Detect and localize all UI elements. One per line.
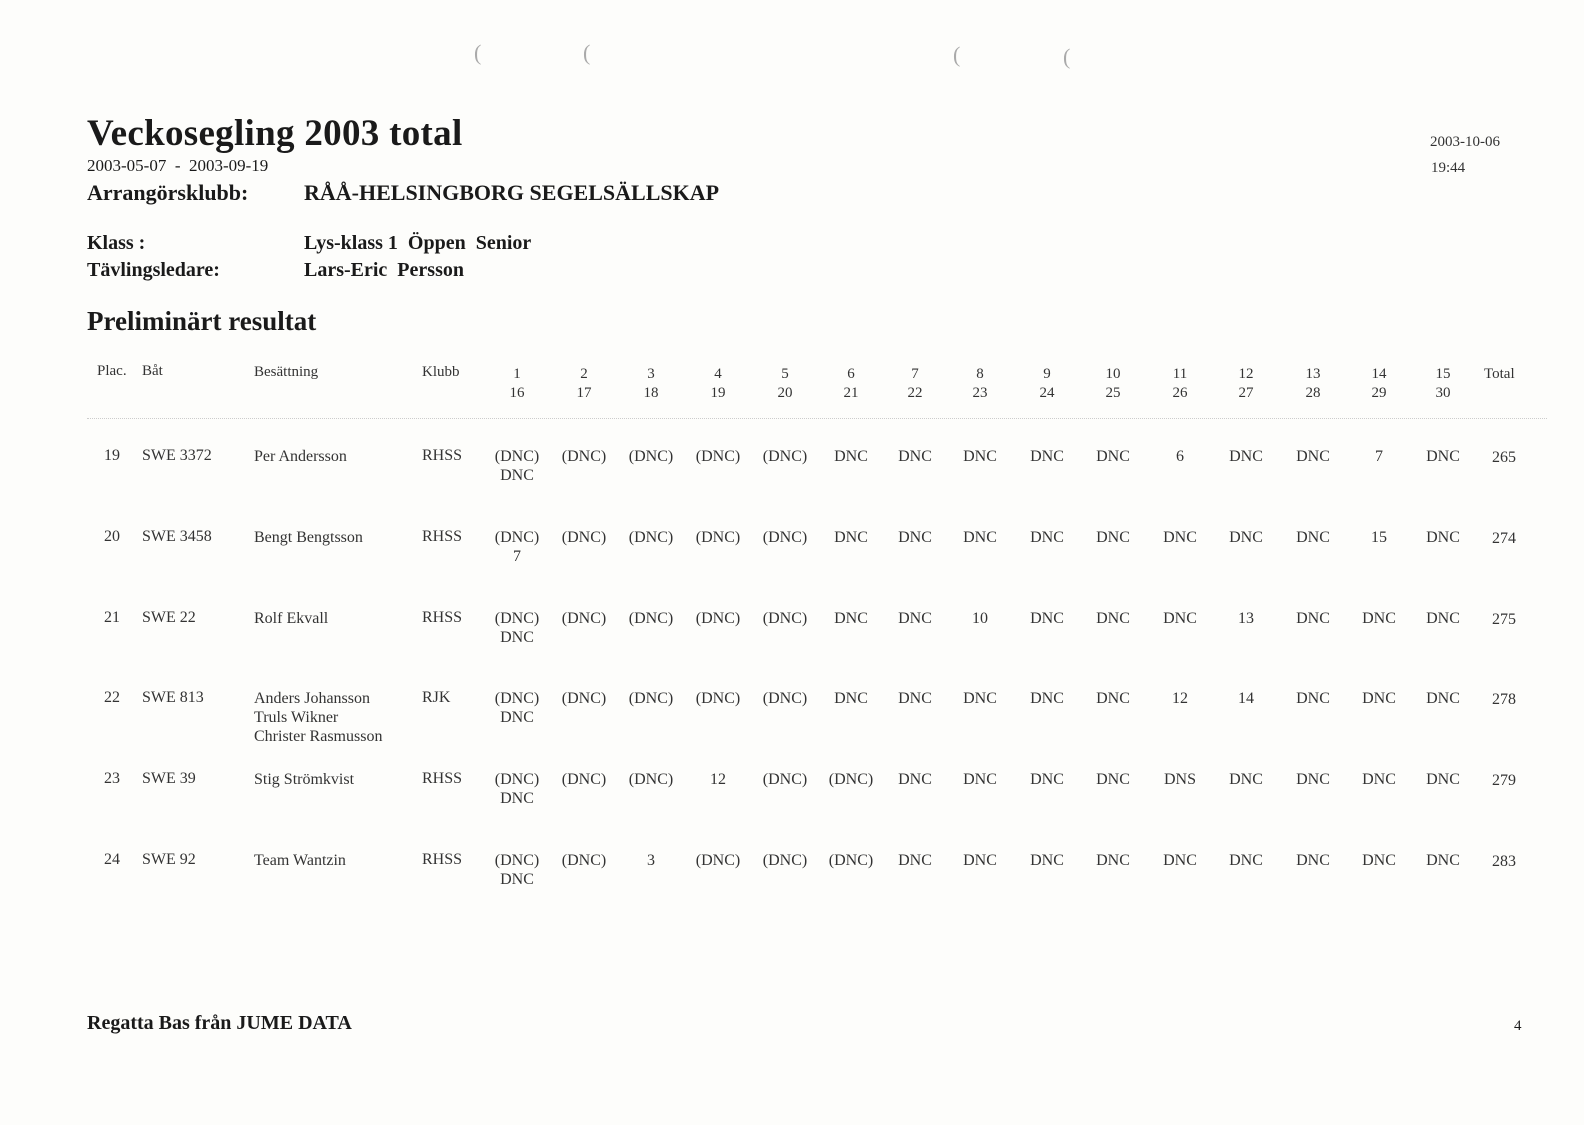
header-race-24: 24 [1039,385,1055,401]
header-race-10: 10 [1105,366,1121,382]
race-result-6: DNC [834,448,868,465]
header-race-6: 6 [847,366,855,382]
header-race-27: 27 [1238,385,1254,401]
header-race-28: 28 [1305,385,1321,401]
header-race-18: 18 [643,385,659,401]
race-result-12: DNC [1229,852,1263,869]
race-result-2: (DNC) [561,448,607,465]
row-crew [254,609,328,628]
row-crew [254,689,382,746]
race-result-16: 7 [513,548,521,565]
race-result-13: DNC [1296,771,1330,788]
race-result-7: DNC [898,852,932,869]
race-result-13: DNC [1296,852,1330,869]
row-club: RJK [422,689,451,706]
race-result-2: (DNC) [561,771,607,788]
race-result-12: DNC [1229,529,1263,546]
race-result-7: DNC [898,448,932,465]
race-result-5: (DNC) [762,529,808,546]
race-result-16: DNC [500,629,534,646]
race-result-2: (DNC) [561,529,607,546]
header-race-26: 26 [1172,385,1188,401]
race-result-14: DNC [1362,771,1396,788]
header-race-3: 3 [647,366,655,382]
race-result-7: DNC [898,610,932,627]
race-result-5: (DNC) [762,852,808,869]
race-result-7: DNC [898,690,932,707]
leader-label: Tävlingsledare: [87,259,220,281]
race-result-4: (DNC) [695,690,741,707]
race-result-8: 10 [972,610,988,627]
race-result-6: DNC [834,529,868,546]
race-result-3: (DNC) [628,529,674,546]
row-placement: 19 [104,447,120,464]
race-result-15: DNC [1426,852,1460,869]
race-result-13: DNC [1296,690,1330,707]
header-race-5: 5 [781,366,789,382]
race-result-9: DNC [1030,448,1064,465]
race-result-9: DNC [1030,690,1064,707]
race-result-4: (DNC) [695,852,741,869]
header-total: Total [1484,366,1515,382]
row-total: 275 [1492,611,1516,628]
print-date: 2003-10-06 [1430,134,1500,150]
crew-member: Bengt Bengtsson [254,529,363,546]
row-club: RHSS [422,447,463,464]
header-race-19: 19 [710,385,726,401]
row-placement: 23 [104,770,120,787]
row-crew [254,770,354,789]
race-result-15: DNC [1426,448,1460,465]
race-result-5: (DNC) [762,690,808,707]
race-result-5: (DNC) [762,771,808,788]
header-race-7: 7 [911,366,919,382]
race-result-11: 6 [1176,448,1184,465]
header-race-12: 12 [1238,366,1254,382]
header-race-30: 30 [1435,385,1451,401]
race-result-8: DNC [963,852,997,869]
header-race-4: 4 [714,366,722,382]
header-crew: Besättning [254,364,319,380]
header-plac: Plac. [97,363,127,379]
race-result-8: DNC [963,448,997,465]
race-result-14: 15 [1371,529,1387,546]
row-crew [254,447,347,466]
crew-member: Team Wantzin [254,852,346,869]
race-result-12: DNC [1229,448,1263,465]
race-result-2: (DNC) [561,852,607,869]
header-race-23: 23 [972,385,988,401]
row-club: RHSS [422,851,463,868]
footer-software: Regatta Bas från JUME DATA [87,1012,352,1034]
race-result-11: DNS [1163,771,1197,788]
race-result-12: DNC [1229,771,1263,788]
header-race-2: 2 [580,366,588,382]
race-result-7: DNC [898,771,932,788]
race-result-13: DNC [1296,448,1330,465]
row-placement: 20 [104,528,120,545]
race-result-10: DNC [1096,690,1130,707]
race-result-2: (DNC) [561,690,607,707]
race-result-4: (DNC) [695,529,741,546]
race-result-1: (DNC) [494,690,540,707]
race-result-11: 12 [1172,690,1188,707]
race-result-11: DNC [1163,529,1197,546]
print-time: 19:44 [1431,160,1466,176]
class-label: Klass : [87,232,146,254]
section-title: Preliminärt resultat [87,306,317,336]
header-race-21: 21 [843,385,859,401]
race-result-9: DNC [1030,852,1064,869]
race-result-2: (DNC) [561,610,607,627]
row-placement: 22 [104,689,120,706]
race-result-16: DNC [500,871,534,888]
race-result-3: (DNC) [628,771,674,788]
race-result-10: DNC [1096,448,1130,465]
race-result-6: (DNC) [828,771,874,788]
race-result-15: DNC [1426,529,1460,546]
race-result-8: DNC [963,771,997,788]
race-result-9: DNC [1030,610,1064,627]
header-boat: Båt [142,363,163,379]
row-crew [254,851,346,870]
crew-member: Christer Rasmusson [254,728,383,745]
race-result-9: DNC [1030,529,1064,546]
header-race-15: 15 [1435,366,1451,382]
race-result-4: (DNC) [695,448,741,465]
race-result-12: 13 [1238,610,1254,627]
race-result-3: 3 [647,852,655,869]
row-total: 279 [1492,772,1516,789]
date-range: 2003-05-07 - 2003-09-19 [87,156,269,175]
race-result-3: (DNC) [628,610,674,627]
race-result-9: DNC [1030,771,1064,788]
scan-mark: ( [583,40,591,65]
header-race-8: 8 [976,366,984,382]
race-result-1: (DNC) [494,771,540,788]
crew-member: Truls Wikner [254,709,339,726]
race-result-8: DNC [963,690,997,707]
race-result-10: DNC [1096,529,1130,546]
race-result-1: (DNC) [494,529,540,546]
club-value: RÅÅ-HELSINGBORG SEGELSÄLLSKAP [304,180,720,205]
header-race-20: 20 [777,385,793,401]
header-race-29: 29 [1371,385,1387,401]
row-boat: SWE 3372 [142,447,212,464]
row-total: 274 [1492,530,1516,547]
race-result-14: DNC [1362,610,1396,627]
race-result-10: DNC [1096,610,1130,627]
race-result-7: DNC [898,529,932,546]
row-club: RHSS [422,609,463,626]
crew-member: Anders Johansson [254,690,370,707]
race-result-13: DNC [1296,610,1330,627]
crew-member: Rolf Ekvall [254,610,329,627]
race-result-1: (DNC) [494,610,540,627]
row-placement: 24 [104,851,120,868]
scan-mark: ( [474,40,482,65]
race-result-4: (DNC) [695,610,741,627]
crew-member: Stig Strömkvist [254,771,355,788]
row-placement: 21 [104,609,120,626]
scan-mark: ( [1063,44,1071,69]
race-result-16: DNC [500,709,534,726]
race-result-1: (DNC) [494,852,540,869]
race-result-6: (DNC) [828,852,874,869]
page-title: Veckosegling 2003 total [87,113,463,154]
race-result-6: DNC [834,690,868,707]
race-result-5: (DNC) [762,610,808,627]
row-crew [254,528,363,547]
race-result-15: DNC [1426,771,1460,788]
row-total: 283 [1492,853,1516,870]
race-result-15: DNC [1426,610,1460,627]
row-club: RHSS [422,528,463,545]
race-result-10: DNC [1096,852,1130,869]
race-result-11: DNC [1163,852,1197,869]
header-race-17: 17 [576,385,592,401]
race-result-14: DNC [1362,852,1396,869]
race-result-13: DNC [1296,529,1330,546]
row-boat: SWE 22 [142,609,196,626]
leader-value: Lars-Eric Persson [304,259,464,281]
row-boat: SWE 39 [142,770,196,787]
race-result-8: DNC [963,529,997,546]
race-result-14: DNC [1362,690,1396,707]
row-boat: SWE 3458 [142,528,212,545]
race-result-4: 12 [710,771,726,788]
row-boat: SWE 92 [142,851,196,868]
race-result-15: DNC [1426,690,1460,707]
class-value: Lys-klass 1 Öppen Senior [304,232,532,254]
race-result-3: (DNC) [628,690,674,707]
race-result-10: DNC [1096,771,1130,788]
race-result-14: 7 [1375,448,1383,465]
header-divider [87,418,1547,419]
row-club: RHSS [422,770,463,787]
row-total: 265 [1492,449,1516,466]
race-result-6: DNC [834,610,868,627]
race-result-16: DNC [500,467,534,484]
header-race-22: 22 [907,385,923,401]
header-race-11: 11 [1172,366,1188,382]
header-race-1: 1 [513,366,521,382]
race-result-1: (DNC) [494,448,540,465]
race-result-5: (DNC) [762,448,808,465]
row-total: 278 [1492,691,1516,708]
page-number: 4 [1514,1018,1522,1034]
header-race-25: 25 [1105,385,1121,401]
header-race-14: 14 [1371,366,1387,382]
crew-member: Per Andersson [254,448,347,465]
race-result-12: 14 [1238,690,1254,707]
scan-mark: ( [953,42,961,67]
race-result-16: DNC [500,790,534,807]
race-result-3: (DNC) [628,448,674,465]
race-result-11: DNC [1163,610,1197,627]
header-race-13: 13 [1305,366,1321,382]
club-label: Arrangörsklubb: [87,180,249,205]
header-race-16: 16 [509,385,525,401]
header-club: Klubb [422,364,460,380]
header-race-9: 9 [1043,366,1051,382]
row-boat: SWE 813 [142,689,204,706]
